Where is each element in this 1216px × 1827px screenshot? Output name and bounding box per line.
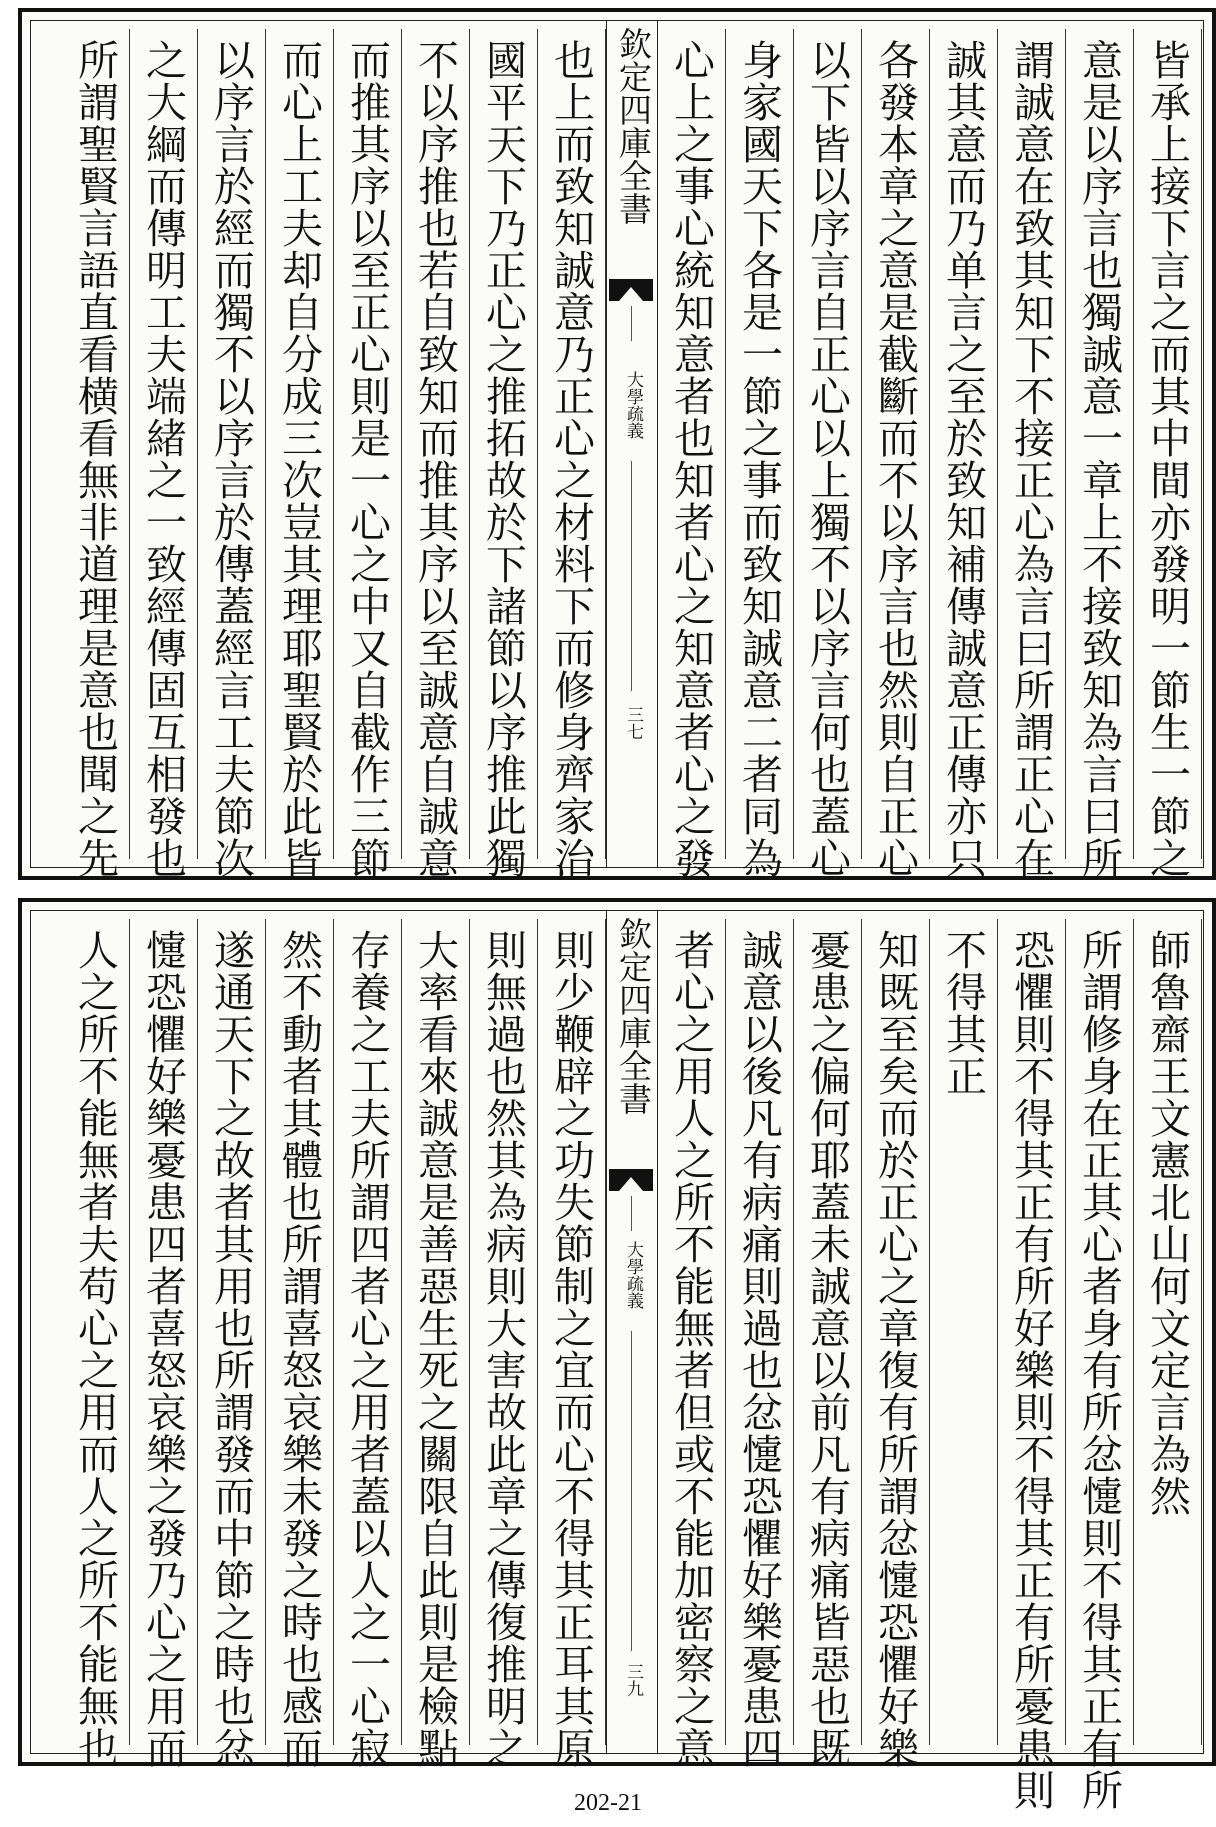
column-text: 而推其序以至正心則是一心之中又自截作三節 — [343, 39, 391, 879]
text-column — [930, 919, 998, 1745]
column-text: 以序言於經而獨不以序言於傳蓋經言工夫節次 — [207, 39, 255, 879]
column-text: 則無過也然其為病則大害故此章之傳復推明之 — [479, 929, 527, 1769]
column-text: 而心上工夫却自分成三次豈其理耶聖賢於此皆 — [275, 39, 323, 879]
fishtail-mark — [609, 1169, 653, 1191]
top-page-frame — [30, 20, 1204, 879]
text-column — [794, 919, 862, 1769]
text-column — [266, 29, 334, 879]
text-column — [266, 919, 334, 1769]
text-column — [402, 919, 470, 1769]
text-column — [930, 29, 998, 879]
text-column — [1066, 919, 1134, 1811]
text-column — [998, 919, 1066, 1811]
center-fold — [606, 911, 658, 1753]
column-text: 存養之工夫所謂四者心之用者蓋以人之一心寂 — [343, 929, 391, 1769]
column-text: 師魯齋王文憲北山何文定言為然 — [1143, 929, 1191, 1517]
column-text: 然不動者其體也所謂喜怒哀樂未發之時也感而 — [275, 929, 323, 1769]
column-text: 國平天下乃正心之推拓故於下諸節以序推此獨 — [479, 39, 527, 879]
column-text: 懥恐懼好樂憂患四者喜怒哀樂之發乃心之用而 — [139, 929, 187, 1769]
column-text: 謂誠意在致其知下不接正心為言曰所謂正心在 — [1007, 39, 1055, 879]
column-text: 大率看來誠意是善惡生死之關限自此則是檢點 — [411, 929, 459, 1769]
text-column — [62, 919, 130, 1769]
center-line — [631, 306, 632, 341]
column-text: 心上之事心統知意者也知者心之知意者心之發 — [667, 39, 715, 879]
fishtail-mark — [609, 279, 653, 301]
column-text: 所謂修身在正其心者身有所忿懥則不得其正有所 — [1075, 929, 1123, 1811]
folio-number: 三九 — [623, 1663, 643, 1697]
text-column — [726, 919, 794, 1769]
text-column — [1134, 29, 1202, 879]
column-text: 遂通天下之故者其用也所謂發而中節之時也忿 — [207, 929, 255, 1769]
column-text: 誠其意而乃单言之至於致知補傳誠意正傳亦只 — [939, 39, 987, 879]
column-text: 知既至矣而於正心之章復有所謂忿懥恐懼好樂 — [871, 929, 919, 1769]
column-text: 不得其正 — [939, 929, 987, 1097]
column-text: 所謂聖賢言語直看横看無非道理是意也聞之先 — [71, 39, 119, 879]
text-column — [130, 29, 198, 879]
center-line — [631, 461, 632, 691]
column-text: 者心之用人之所不能無者但或不能加密察之意 — [667, 929, 715, 1769]
top-page — [18, 8, 1216, 880]
text-column — [726, 29, 794, 879]
column-text: 人之所不能無者夫苟心之用而人之所不能無也 — [71, 929, 119, 1769]
book-title: 欽定四庫全書 — [614, 27, 653, 225]
column-text: 以下皆以序言自正心以上獨不以序言何也蓋心 — [803, 39, 851, 879]
column-text: 不以序推也若自致知而推其序以至誠意自誠意 — [411, 39, 459, 879]
folio-number: 三七 — [623, 706, 643, 740]
center-line — [631, 1331, 632, 1651]
text-column — [334, 29, 402, 879]
column-text: 也上而致知誠意乃正心之材料下而修身齊家治 — [547, 39, 595, 879]
text-column — [198, 919, 266, 1769]
column-text: 皆承上接下言之而其中間亦發明一節生一節之 — [1143, 39, 1191, 879]
text-column — [198, 29, 266, 879]
text-column — [130, 919, 198, 1769]
text-column — [794, 29, 862, 879]
text-column — [538, 919, 606, 1769]
page-number: 202-21 — [574, 1790, 642, 1816]
column-text: 憂患之偏何耶蓋未誠意以前凡有病痛皆惡也既 — [803, 929, 851, 1769]
text-column — [334, 919, 402, 1769]
text-column — [1134, 919, 1202, 1745]
column-text: 則少鞭辟之功失節制之宜而心不得其正耳其原 — [547, 929, 595, 1769]
center-line — [631, 1196, 632, 1231]
text-column — [998, 29, 1066, 879]
section-title: 大學疏義 — [623, 1241, 643, 1309]
text-column — [658, 919, 726, 1769]
text-column — [470, 919, 538, 1769]
text-column — [402, 29, 470, 879]
text-column — [1066, 29, 1134, 879]
center-fold — [606, 21, 658, 867]
section-title: 大學疏義 — [623, 371, 643, 439]
column-text: 身家國天下各是一節之事而致知誠意二者同為 — [735, 39, 783, 879]
column-text: 之大綱而傳明工夫端緒之一致經傳固互相發也 — [139, 39, 187, 879]
text-column — [658, 29, 726, 879]
book-title: 欽定四庫全書 — [614, 917, 653, 1115]
column-text: 恐懼則不得其正有所好樂則不得其正有所憂患則 — [1007, 929, 1055, 1811]
text-column — [538, 29, 606, 879]
text-column — [862, 919, 930, 1769]
column-text: 意是以序言也獨誠意一章上不接致知為言曰所 — [1075, 39, 1123, 879]
text-column — [470, 29, 538, 879]
text-column — [62, 29, 130, 879]
column-text: 各發本章之意是截斷而不以序言也然則自正心 — [871, 39, 919, 879]
column-text: 誠意以後凡有病痛則過也忿懥恐懼好樂憂患四 — [735, 929, 783, 1769]
text-column — [862, 29, 930, 879]
